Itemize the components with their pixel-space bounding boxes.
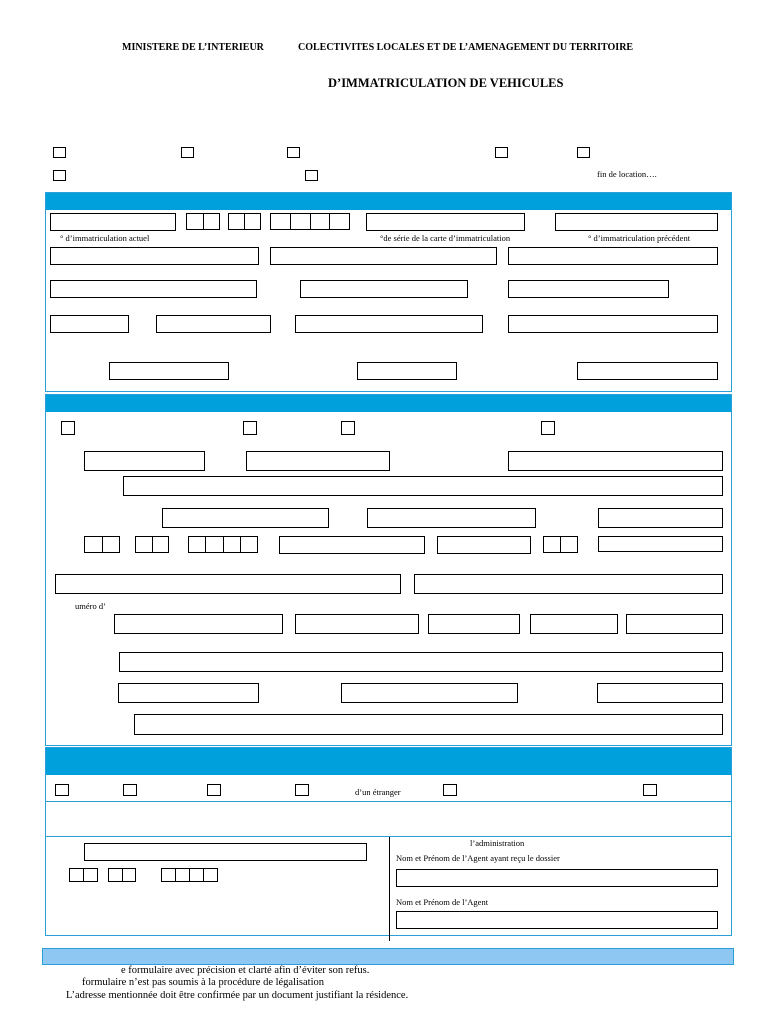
declaration-checkbox-4[interactable] [295, 784, 309, 796]
ministry-title: MINISTERE DE L’INTERIEUR [122, 42, 264, 53]
agent-received-field[interactable] [396, 869, 718, 887]
owner-field-r4c2[interactable] [437, 536, 531, 554]
declaration-checkbox-3[interactable] [207, 784, 221, 796]
owner-field-r7-wide[interactable] [119, 652, 723, 672]
vehicle-field-r3c4[interactable] [508, 315, 718, 333]
declaration-checkbox-2[interactable] [123, 784, 137, 796]
row-divider-1 [45, 801, 732, 802]
owner-field-r6c5[interactable] [626, 614, 723, 634]
applicant-date-cells-3[interactable] [161, 868, 218, 882]
owner-type-checkbox-2[interactable] [243, 421, 257, 435]
current-registration-field[interactable] [50, 213, 176, 231]
vehicle-field-r1c3[interactable] [508, 247, 718, 265]
foreigner-label: d’un étranger [355, 787, 401, 797]
declaration-checkbox-5[interactable] [443, 784, 457, 796]
notes-band [42, 948, 734, 965]
owner-date-cells-2[interactable] [135, 536, 169, 553]
agent-received-label: Nom et Prénom de l’Agent ayant reçu le dossier [396, 853, 560, 863]
vehicle-field-r2c2[interactable] [300, 280, 468, 298]
owner-field-r8c1[interactable] [118, 683, 259, 703]
vehicle-field-r1c2[interactable] [270, 247, 497, 265]
owner-type-checkbox-3[interactable] [341, 421, 355, 435]
owner-field-r3c2[interactable] [367, 508, 536, 528]
owner-field-r1c1[interactable] [84, 451, 205, 471]
owner-field-r3c1[interactable] [162, 508, 329, 528]
applicant-date-cells-1[interactable] [69, 868, 98, 882]
owner-field-r3c3[interactable] [598, 508, 723, 528]
request-type-checkbox-6[interactable] [53, 170, 66, 181]
serial-number-label: °de série de la carte d’immatriculation [380, 233, 511, 243]
owner-field-r6c3[interactable] [428, 614, 520, 634]
owner-date-cells-3[interactable] [188, 536, 258, 553]
owner-field-r4c3[interactable] [598, 536, 723, 552]
admin-column-divider [389, 837, 390, 941]
agent-field[interactable] [396, 911, 718, 929]
request-type-checkbox-3[interactable] [287, 147, 300, 158]
owner-type-checkbox-1[interactable] [61, 421, 75, 435]
vehicle-field-r4c2[interactable] [357, 362, 457, 380]
vehicle-field-r4c1[interactable] [109, 362, 229, 380]
request-type-checkbox-1[interactable] [53, 147, 66, 158]
serial-number-field[interactable] [366, 213, 525, 231]
agent-label: Nom et Prénom de l’Agent [396, 897, 489, 907]
note-line-3: L’adresse mentionnée doit être confirmée par un document justifiant la résidence. [66, 990, 409, 1001]
number-label: uméro d’ [75, 601, 106, 611]
department-title: COLECTIVITES LOCALES ET DE L’AMENAGEMENT DU TERRITOIRE [298, 42, 634, 53]
owner-field-r8c2[interactable] [341, 683, 518, 703]
owner-date-cells-1[interactable] [84, 536, 120, 553]
registration-code-cells-2[interactable] [228, 213, 261, 230]
vehicle-field-r2c3[interactable] [508, 280, 669, 298]
request-type-checkbox-4[interactable] [495, 147, 508, 158]
declaration-checkbox-1[interactable] [55, 784, 69, 796]
end-of-rental-label: fin de location…. [597, 169, 657, 179]
previous-registration-label: ° d’immatriculation précédent [588, 233, 691, 243]
previous-registration-field[interactable] [555, 213, 718, 231]
request-type-checkbox-5[interactable] [577, 147, 590, 158]
vehicle-field-r1c1[interactable] [50, 247, 259, 265]
vehicle-field-r3c2[interactable] [156, 315, 271, 333]
form-title: D’IMMATRICULATION DE VEHICULES [328, 76, 564, 90]
owner-field-r2-wide[interactable] [123, 476, 723, 496]
registration-code-cells-3[interactable] [270, 213, 350, 230]
owner-code-cells[interactable] [543, 536, 578, 553]
owner-field-r8c3[interactable] [597, 683, 723, 703]
request-type-checkbox-7[interactable] [305, 170, 318, 181]
vehicle-field-r3c1[interactable] [50, 315, 129, 333]
note-line-1: e formulaire avec précision et clarté afin d’éviter son refus. [121, 965, 370, 976]
declaration-checkbox-6[interactable] [643, 784, 657, 796]
applicant-signature-field[interactable] [84, 843, 367, 861]
administration-label: l’administration [470, 838, 525, 848]
registration-code-cells-1[interactable] [186, 213, 220, 230]
owner-field-r5c2[interactable] [414, 574, 723, 594]
owner-field-r4c1[interactable] [279, 536, 425, 554]
applicant-date-cells-2[interactable] [108, 868, 136, 882]
owner-field-r6c2[interactable] [295, 614, 419, 634]
vehicle-field-r2c1[interactable] [50, 280, 257, 298]
request-type-checkbox-2[interactable] [181, 147, 194, 158]
owner-field-r6c1[interactable] [114, 614, 283, 634]
owner-field-r6c4[interactable] [530, 614, 618, 634]
owner-type-checkbox-4[interactable] [541, 421, 555, 435]
note-line-2: formulaire n’est pas soumis à la procédure de légalisation [82, 977, 325, 988]
owner-field-r1c3[interactable] [508, 451, 723, 471]
owner-field-r5c1[interactable] [55, 574, 401, 594]
owner-field-r1c2[interactable] [246, 451, 390, 471]
current-registration-label: ° d’immatriculation actuel [60, 233, 150, 243]
vehicle-field-r4c3[interactable] [577, 362, 718, 380]
vehicle-field-r3c3[interactable] [295, 315, 483, 333]
owner-field-r9-wide[interactable] [134, 714, 723, 735]
